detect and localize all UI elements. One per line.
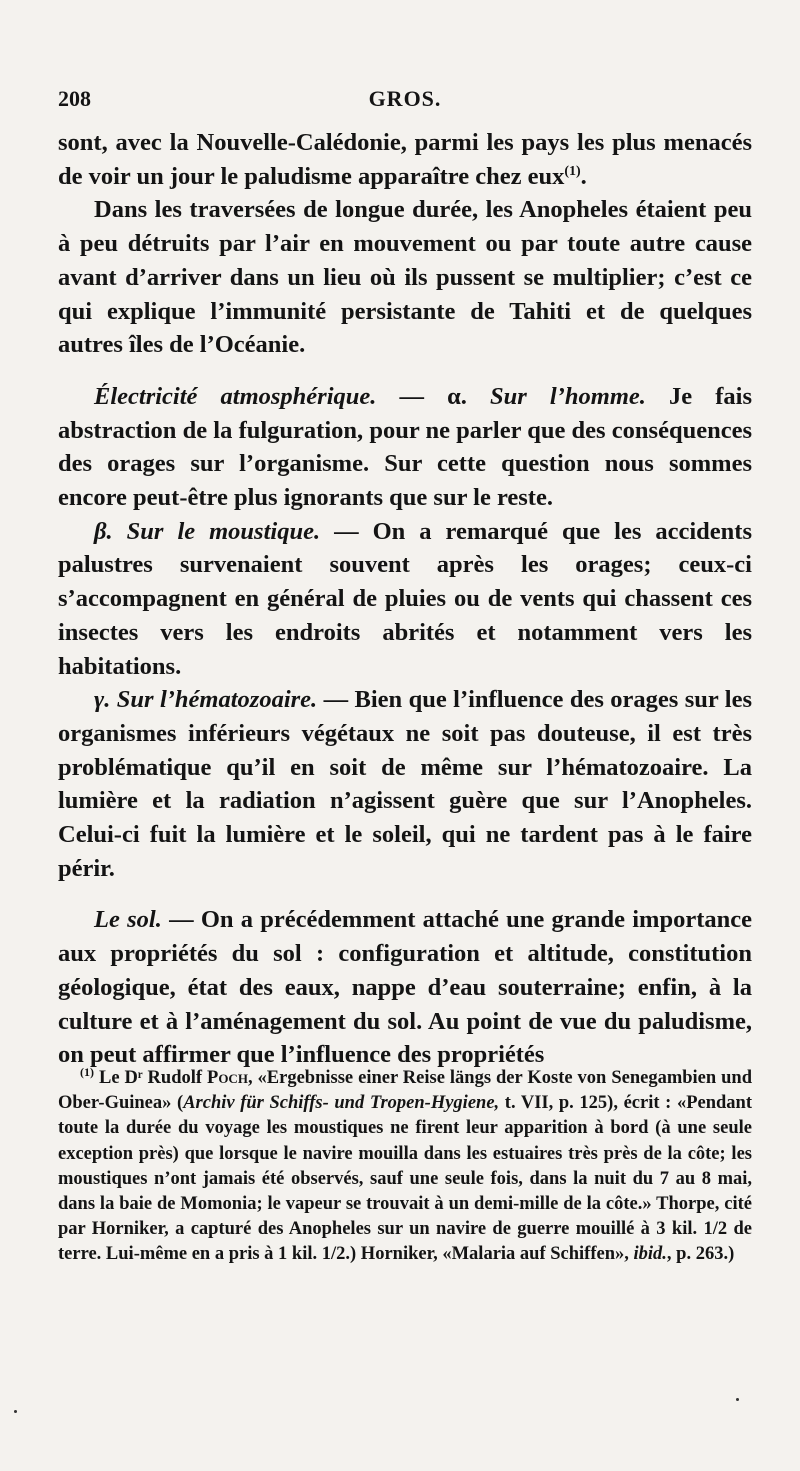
paragraph-hematozoaire <box>58 683 752 885</box>
paragraph-sol <box>58 903 752 1072</box>
footnote-mark: (1) <box>80 1064 94 1079</box>
footnote-text-b: , «Ergebnisse einer Reise längs der Koste von Senegambien und Ober-Guinea» ( <box>58 1068 752 1114</box>
paragraph-2: Dans les traversées de longue durée, les Anopheles étaient peu à peu détruits par l’air en mouvement ou par toute autre cause avant d’arriver dans un lieu où ils pussent se multiplier; c’est ce qui explique l’immunité persistante de Tahiti et de quelques autres îles de l’Océanie. <box>58 196 752 359</box>
paragraph-moustique <box>58 515 752 684</box>
subsection-marker-gamma: γ. <box>94 686 117 714</box>
footnote-ibid: ibid. <box>633 1244 667 1265</box>
paragraph-1-end: . <box>580 162 587 190</box>
paragraph-electricite <box>58 380 752 515</box>
page-speck <box>736 1398 739 1401</box>
footnote-text-d: , p. 263.) <box>666 1244 735 1265</box>
section-heading-sol: Le sol. <box>94 906 162 934</box>
footnote-journal: Archiv für Schiffs- und Tropen-Hygiene, <box>183 1093 500 1114</box>
subsection-marker: — α. <box>376 382 491 410</box>
footnote-text-a: Le Dʳ Rudolf <box>94 1068 208 1088</box>
footnote-1 <box>58 1066 752 1268</box>
subsection-marker-beta: β. <box>94 517 127 545</box>
footnote-author: Poch <box>207 1068 248 1088</box>
paragraph-sol-text: — On a précédemment attaché une grande importance aux propriétés du sol : configuration et altitude, constitution géologique, état des eaux, nappe d’eau souterraine; enfin, à la culture et à l’aménagement du sol. Au point de vue du paludisme, on peut affirmer que l’influence des propriétés <box>58 906 752 1069</box>
page-speck <box>14 1410 17 1413</box>
paragraph-1 <box>58 126 752 193</box>
subheading-homme: Sur l’homme. <box>490 382 646 410</box>
subheading-moustique: Sur le moustique. <box>126 517 321 545</box>
footnote <box>58 1066 752 1268</box>
footnote-ref: (1) <box>564 163 581 179</box>
paragraph-moustique-text: — On a remarqué que les accidents palustres survenaient souvent après les orages; ceux-ci s’accompagnent en général de pluies ou de vents qui chassent ces insectes vers les endroits abrités et notamment vers les habitations. <box>58 517 752 680</box>
page-header <box>58 86 752 116</box>
paragraph-1-text: sont, avec la Nouvelle-Calédonie, parmi les pays les plus menacés de voir un jour le paludisme apparaître chez eux <box>58 129 752 190</box>
paragraph-electricite-text: Je fais abstraction de la fulguration, pour ne parler que des conséquences des orages sur l’organisme. Sur cette question nous sommes encore peut-être plus ignorants que sur le reste. <box>58 382 752 512</box>
page-number: 208 <box>58 86 91 111</box>
paragraph-hematozoaire-text: — Bien que l’influence des orages sur les organismes inférieurs végétaux ne soit pas douteuse, il est très problématique qu’il en soit de même sur l’hématozoaire. La lumière et la radiation n’agissent guère que sur l’Anopheles. Celui-ci fuit la lumière et le soleil, qui ne tardent pas à le faire périr. <box>58 686 752 882</box>
subheading-hematozoaire: Sur l’hématozoaire. <box>116 686 318 714</box>
running-title: GROS. <box>368 86 442 111</box>
main-text <box>58 126 752 1072</box>
section-heading-electricite: Électricité atmosphérique. <box>94 382 377 410</box>
footnote-text-c: t. VII, p. 125), écrit : «Pendant toute la durée du voyage les moustiques ne firent leur apparition à bord (à une seule exception près) que lorsque le navire mouilla dans les estuaires très près de la côte; les moustiques n’ont jamais été observés, sauf une seule fois, dans la nuit du 7 au 8 mai, dans la baie de Momonia; le vapeur se trouvait à un demi-mille de la côte.» Thorpe, cité par Horniker, a capturé des Anopheles sur un navire de guerre mouillé à 3 kil. 1/2 de terre. Lui-même en a pris à 1 kil. 1/2.) Horniker, «Malaria auf Schiffen», <box>58 1093 752 1265</box>
